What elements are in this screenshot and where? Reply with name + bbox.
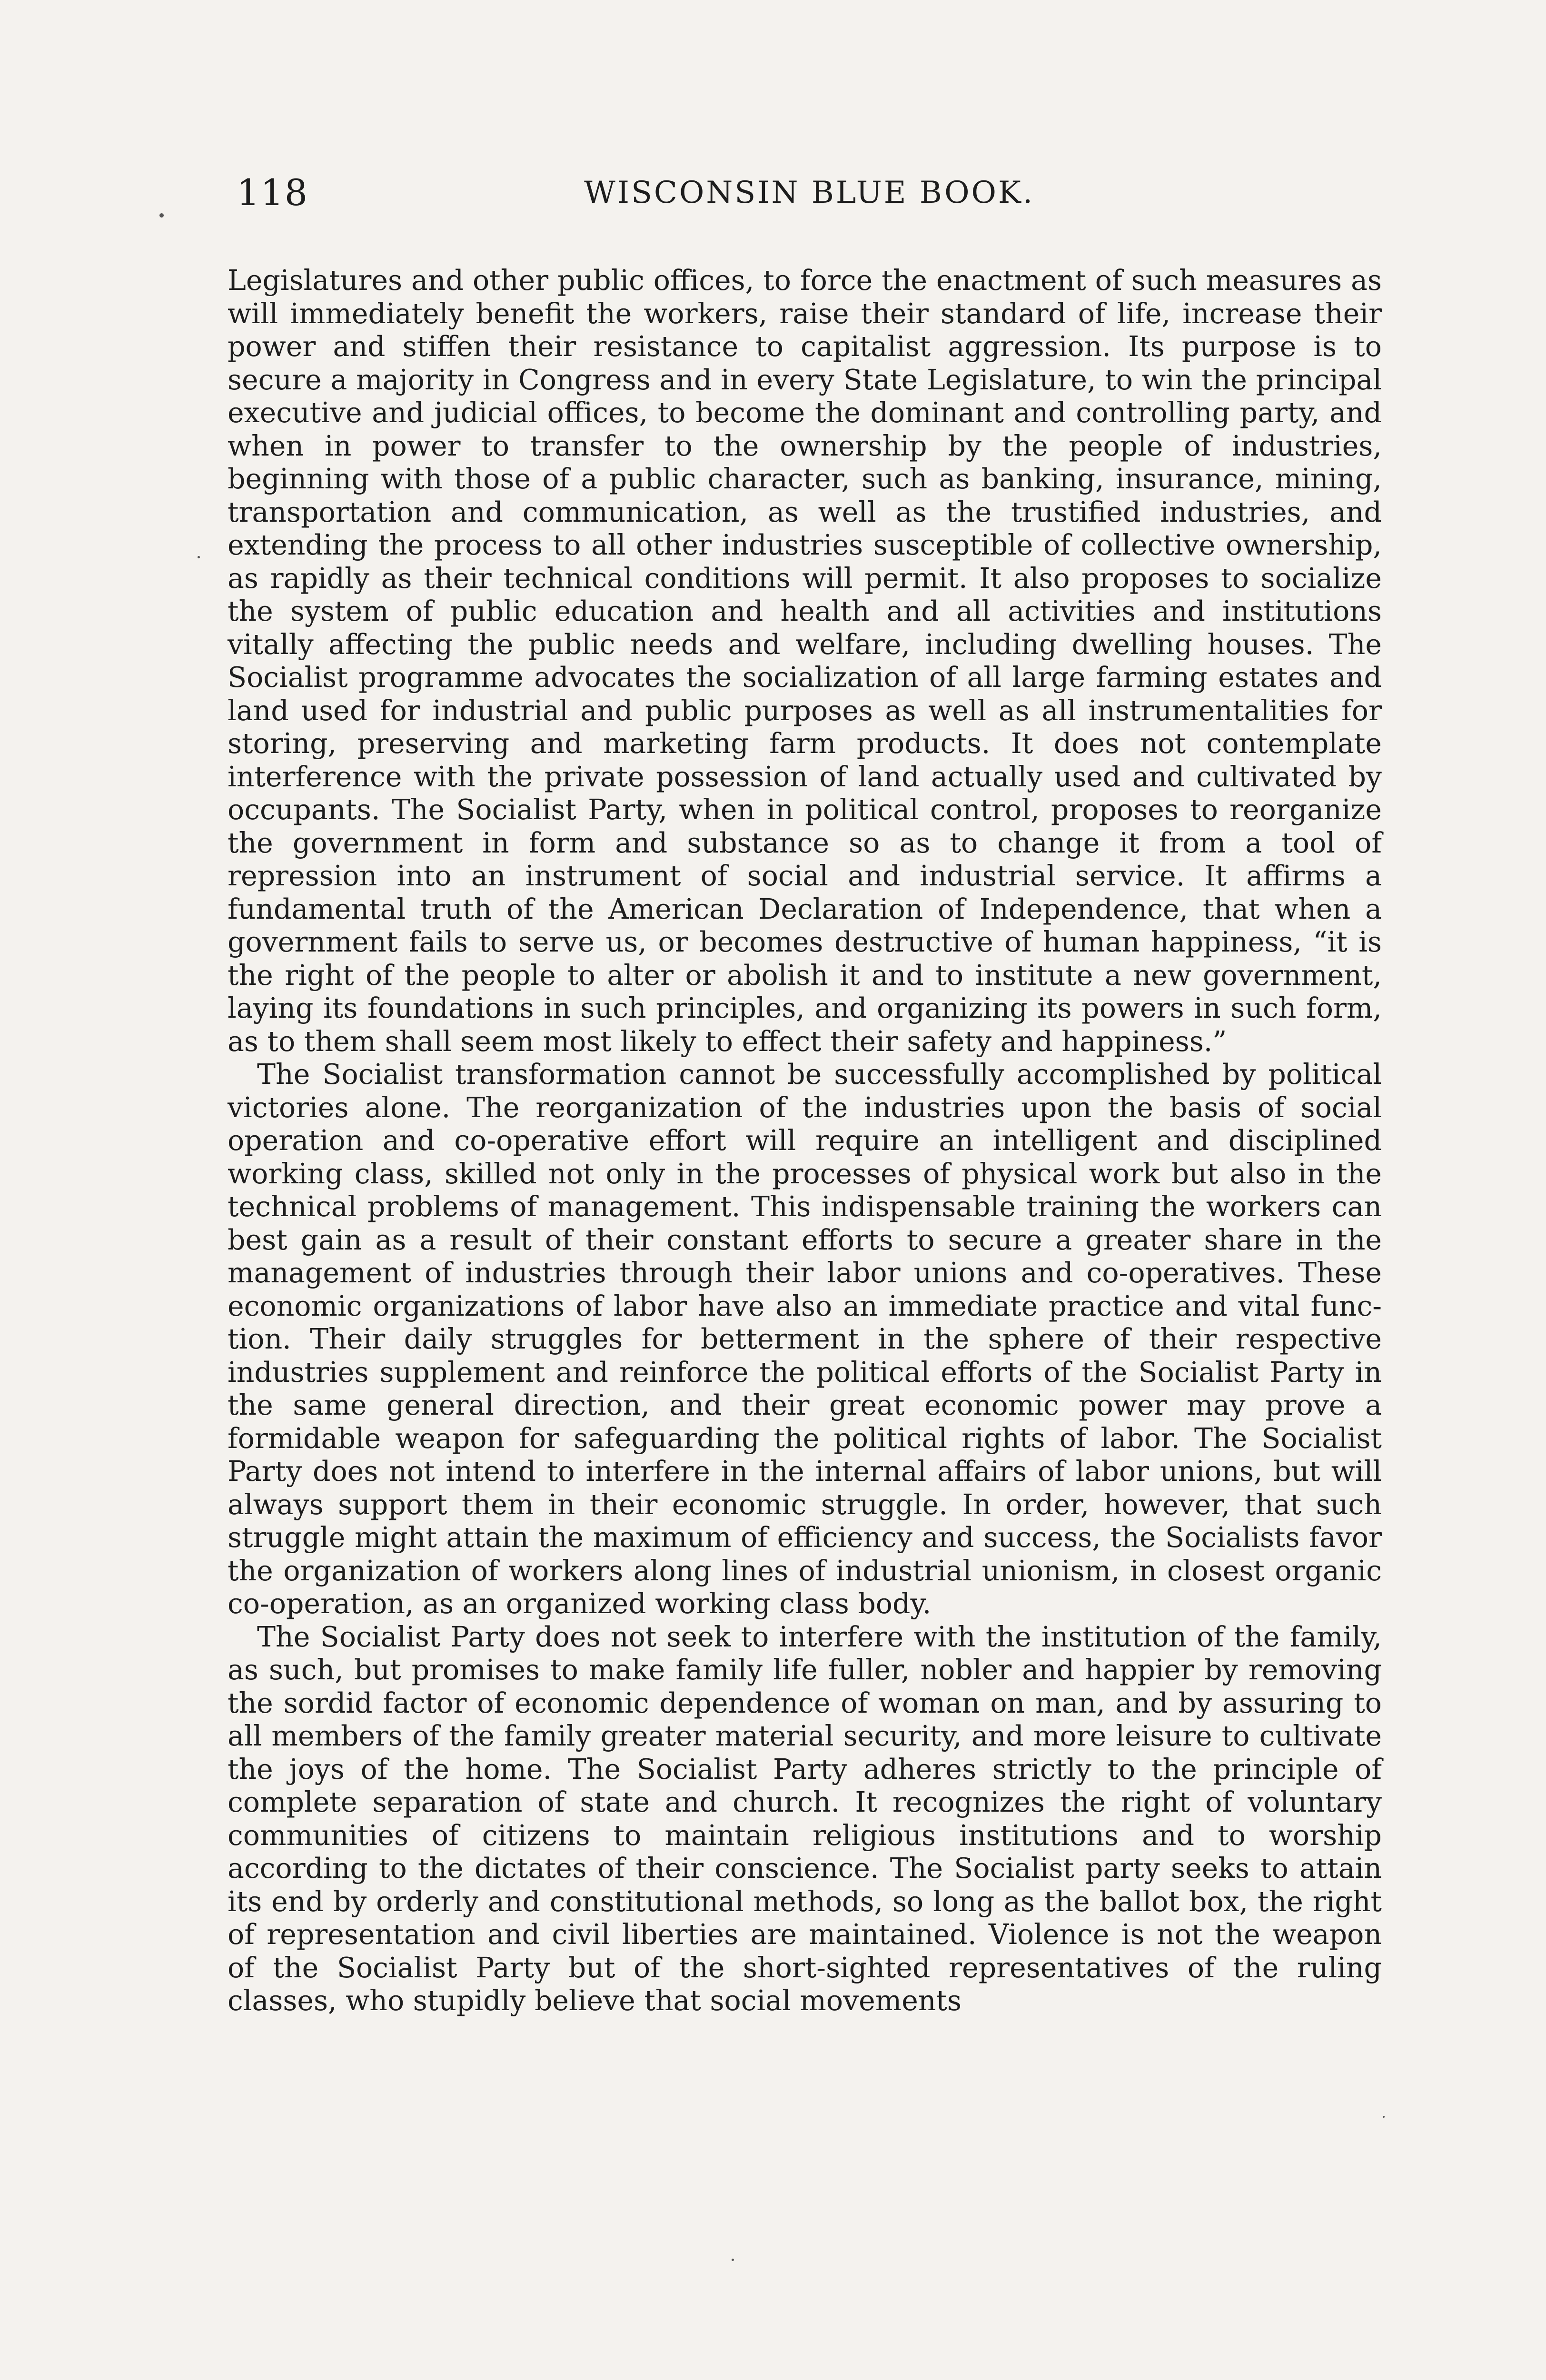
scan-speck [1383, 2116, 1385, 2118]
paragraph: The Socialist Party does not seek to interfere with the institution of the family, as such, but promises to make family life fuller, nobler and happier by removing the sordid factor of economic dependence of woman on man, and by assuring to all members of the family greater material security, and more leisure to cultivate the joys of the home. The Socialist Party adheres strictly to the principle of complete separation of state and church. It recognizes the right of voluntary communities of citizens to maintain religious institutions and to worship according to the dictates of their conscience. The Socialist party seeks to attain its end by orderly and constitutional methods, so long as the ballot box, the right of representation and civil liberties are maintained. Violence is not the weapon of the Socialist Party but of the short-sighted representatives of the ruling classes, who stupidly believe that social movements [228, 1620, 1382, 2017]
paragraph: The Socialist transformation cannot be successfully accomplished by political victories alone. The reorganization of the industries upon the basis of social operation and co-operative effort will require an intelligent and disciplined working class, skilled not only in the processes of physical work but also in the technical problems of management. This indispensable training the workers can best gain as a result of their constant efforts to secure a greater share in the management of industries through their labor unions and co-operatives. These economic organizations of labor have also an immediate practice and vital function. Their daily struggles for betterment in the sphere of their respective industries supplement and reinforce the political efforts of the Socialist Party in the same general direction, and their great economic power may prove a formidable weapon for safeguarding the political rights of labor. The Socialist Party does not intend to interfere in the internal affairs of labor unions, but will always support them in their economic struggle. In order, however, that such struggle might attain the maximum of efficiency and success, the Socialists favor the organization of workers along lines of industrial unionism, in closest organic co-operation, as an organized working class body. [228, 1058, 1382, 1620]
running-title: WISCONSIN BLUE BOOK. [584, 175, 1035, 210]
scan-speck [198, 556, 200, 558]
running-head [237, 167, 1055, 219]
page-number: 118 [237, 171, 309, 214]
body-text [228, 264, 1382, 2235]
scan-speck [159, 213, 164, 218]
paragraph-continued: Legislatures and other public offices, to force the enactment of such measures as will immediately benefit the workers, raise their standard of life, increase their power and stiffen their resistance to capitalist aggression. Its purpose is to secure a majority in Congress and in every State Legislature, to win the principal executive and judicial offices, to become the dominant and controlling party, and when in power to transfer to the ownership by the people of industries, beginning with those of a public character, such as banking, insurance, mining, transportation and communication, as well as the trustified industries, and extending the process to all other industries susceptible of collective ownership, as rapidly as their technical conditions will permit. It also proposes to socialize the system of public education and health and all activities and institutions vitally affecting the public needs and welfare, including dwelling houses. The Socialist programme advocates the socialization of all large farming estates and land used for industrial and public purposes as well as all instrumentalities for storing, preserving and marketing farm products. It does not contemplate interference with the private possession of land actually used and cultivated by occupants. The Socialist Party, when in political control, proposes to reorganize the government in form and substance so as to change it from a tool of repression into an instrument of social and industrial service. It affirms a fundamental truth of the American Declaration of Independence, that when a government fails to serve us, or becomes destructive of human happiness, “it is the right of the people to alter or abolish it and to institute a new government, laying its foundations in such principles, and organizing its powers in such form, as to them shall seem most likely to effect their safety and happiness.” [228, 264, 1382, 1058]
scan-speck [732, 2259, 734, 2261]
